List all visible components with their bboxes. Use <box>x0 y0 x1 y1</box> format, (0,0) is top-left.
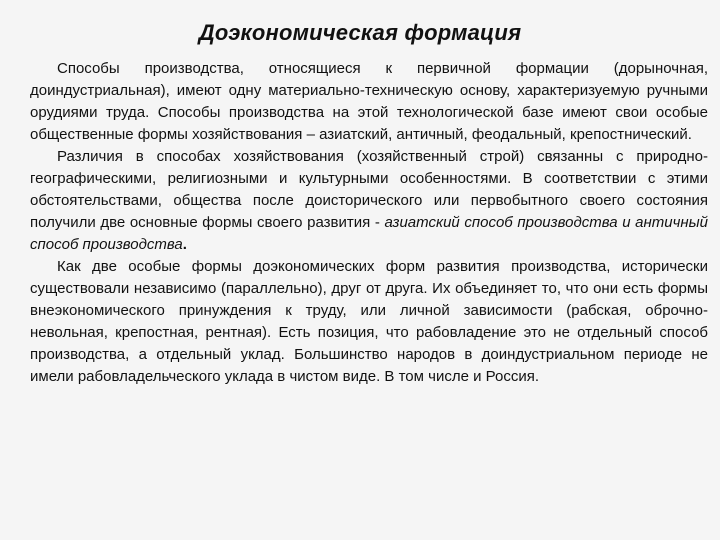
paragraph-2 <box>30 146 708 256</box>
slide-title: Доэкономическая формация <box>198 20 522 45</box>
slide-body <box>30 58 708 388</box>
paragraph-3 <box>30 256 708 388</box>
paragraph-1 <box>30 58 708 146</box>
paragraph-1-text: Способы производства, относящиеся к первичной формации (дорыночная, доиндустриальная), имеют одну материально-техническую основу, характеризуемую ручными орудиями труда. Способы производства на этой технологической базе имеют свои особые общественные формы хозяйствования – азиатский, античный, феодальный, крепостнический. <box>30 60 708 143</box>
paragraph-2-italic-text: азиатский способ производства и античный способ производства <box>30 214 708 253</box>
paragraph-2-end: . <box>182 236 187 253</box>
paragraph-3-text: Как две особые формы доэкономических форм развития производства, исторически существовали независимо (параллельно), друг от друга. Их объединяет то, что они есть формы внеэкономического принуждения к труду, или личной зависимости (рабская, оброчно-невольная, крепостная, рентная). Есть позиция, что рабовладение это не отдельный способ производства, а отдельный уклад. Большинство народов в доиндустриальном периоде не имели рабовладельческого уклада в чистом виде. В том числе и Россия. <box>30 258 708 385</box>
paragraph-2-text: Различия в способах хозяйствования (хозяйственный строй) связанны с природно-географическими, религиозными и культурными особенностями. В соответствии с этими обстоятельствами, общества после доисторического или первобытного своего состояния получили две основные формы своего развития - <box>30 148 708 231</box>
